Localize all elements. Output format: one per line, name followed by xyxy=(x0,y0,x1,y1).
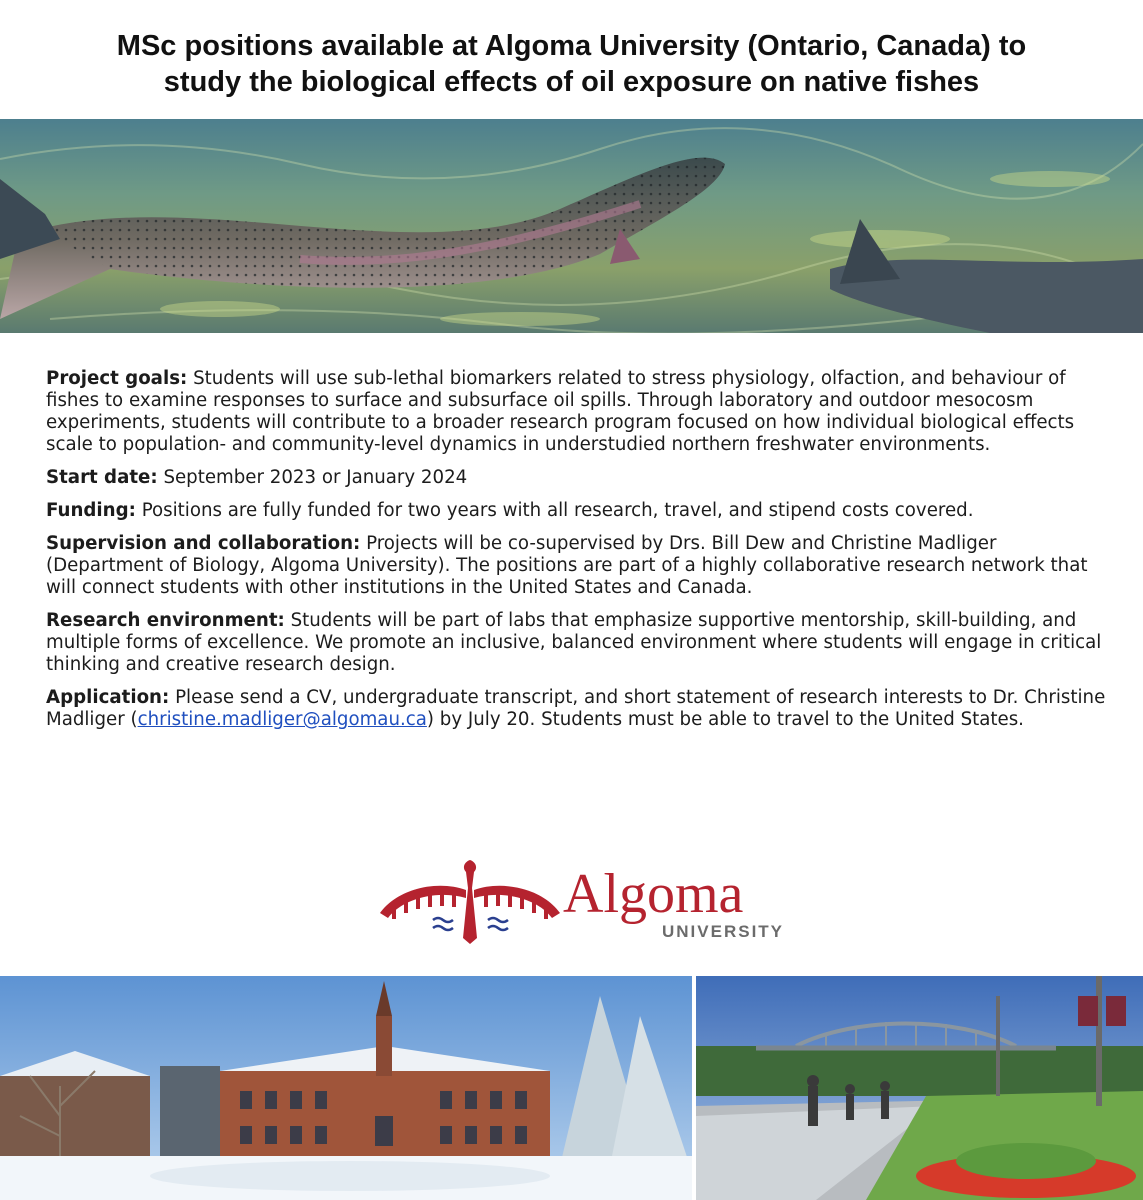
start-date-text: September 2023 or January 2024 xyxy=(157,467,468,488)
supervision-label: Supervision and collaboration: xyxy=(46,533,361,554)
project-goals-text: Students will use sub-lethal biomarkers related to stress physiology, olfaction, and behaviour of fishes to examine responses to surface and subsurface oil spills. Through laboratory and outdoor mesocosm experiments, students will contribute to a broader research program focused on how individual biological effects scale to population- and community-level dynamics in understudied northern freshwater environments. xyxy=(46,368,1075,455)
hero-fish-image xyxy=(0,119,1143,333)
campus-building-photo xyxy=(0,976,692,1200)
application-text-after: ) by July 20. Students must be able to travel to the United States. xyxy=(426,709,1024,730)
funding-paragraph xyxy=(46,500,1116,522)
start-date-label: Start date: xyxy=(46,467,158,488)
thunderbird-icon xyxy=(378,858,563,948)
algoma-university-logo xyxy=(378,858,788,948)
logo-subtitle: UNIVERSITY xyxy=(662,922,785,941)
application-label: Application: xyxy=(46,687,170,708)
project-goals-label: Project goals: xyxy=(46,368,188,389)
body-text xyxy=(46,368,1116,742)
page-title xyxy=(0,28,1143,100)
supervision-text: Projects will be co-supervised by Drs. Bill Dew and Christine Madliger (Department of Biology, Algoma University). The positions are part of a highly collaborative research network that will connect students with other institutions in the United States and Canada. xyxy=(46,533,1088,598)
application-paragraph xyxy=(46,687,1116,731)
canal-bridge-photo xyxy=(696,976,1143,1200)
research-environment-text: Students will be part of labs that emphasize supportive mentorship, skill-building, and multiple forms of excellence. We promote an inclusive, balanced environment where students will engage in critical thinking and creative research design. xyxy=(46,610,1102,675)
start-date-paragraph xyxy=(46,467,1116,489)
funding-label: Funding: xyxy=(46,500,136,521)
email-link[interactable]: christine.madliger@algomau.ca xyxy=(137,709,427,730)
funding-text: Positions are fully funded for two years with all research, travel, and stipend costs covered. xyxy=(135,500,974,521)
title-line-2: study the biological effects of oil exposure on native fishes xyxy=(163,66,980,98)
research-environment-label: Research environment: xyxy=(46,610,285,631)
supervision-paragraph xyxy=(46,533,1116,599)
logo-wordmark: Algoma xyxy=(563,863,744,925)
application-text-before: Please send a CV, undergraduate transcript, and short statement of research interests to Dr. Christine Madliger ( xyxy=(46,687,1106,730)
research-environment-paragraph xyxy=(46,610,1116,676)
project-goals-paragraph xyxy=(46,368,1116,456)
title-line-1: MSc positions available at Algoma University (Ontario, Canada) to xyxy=(116,30,1027,62)
